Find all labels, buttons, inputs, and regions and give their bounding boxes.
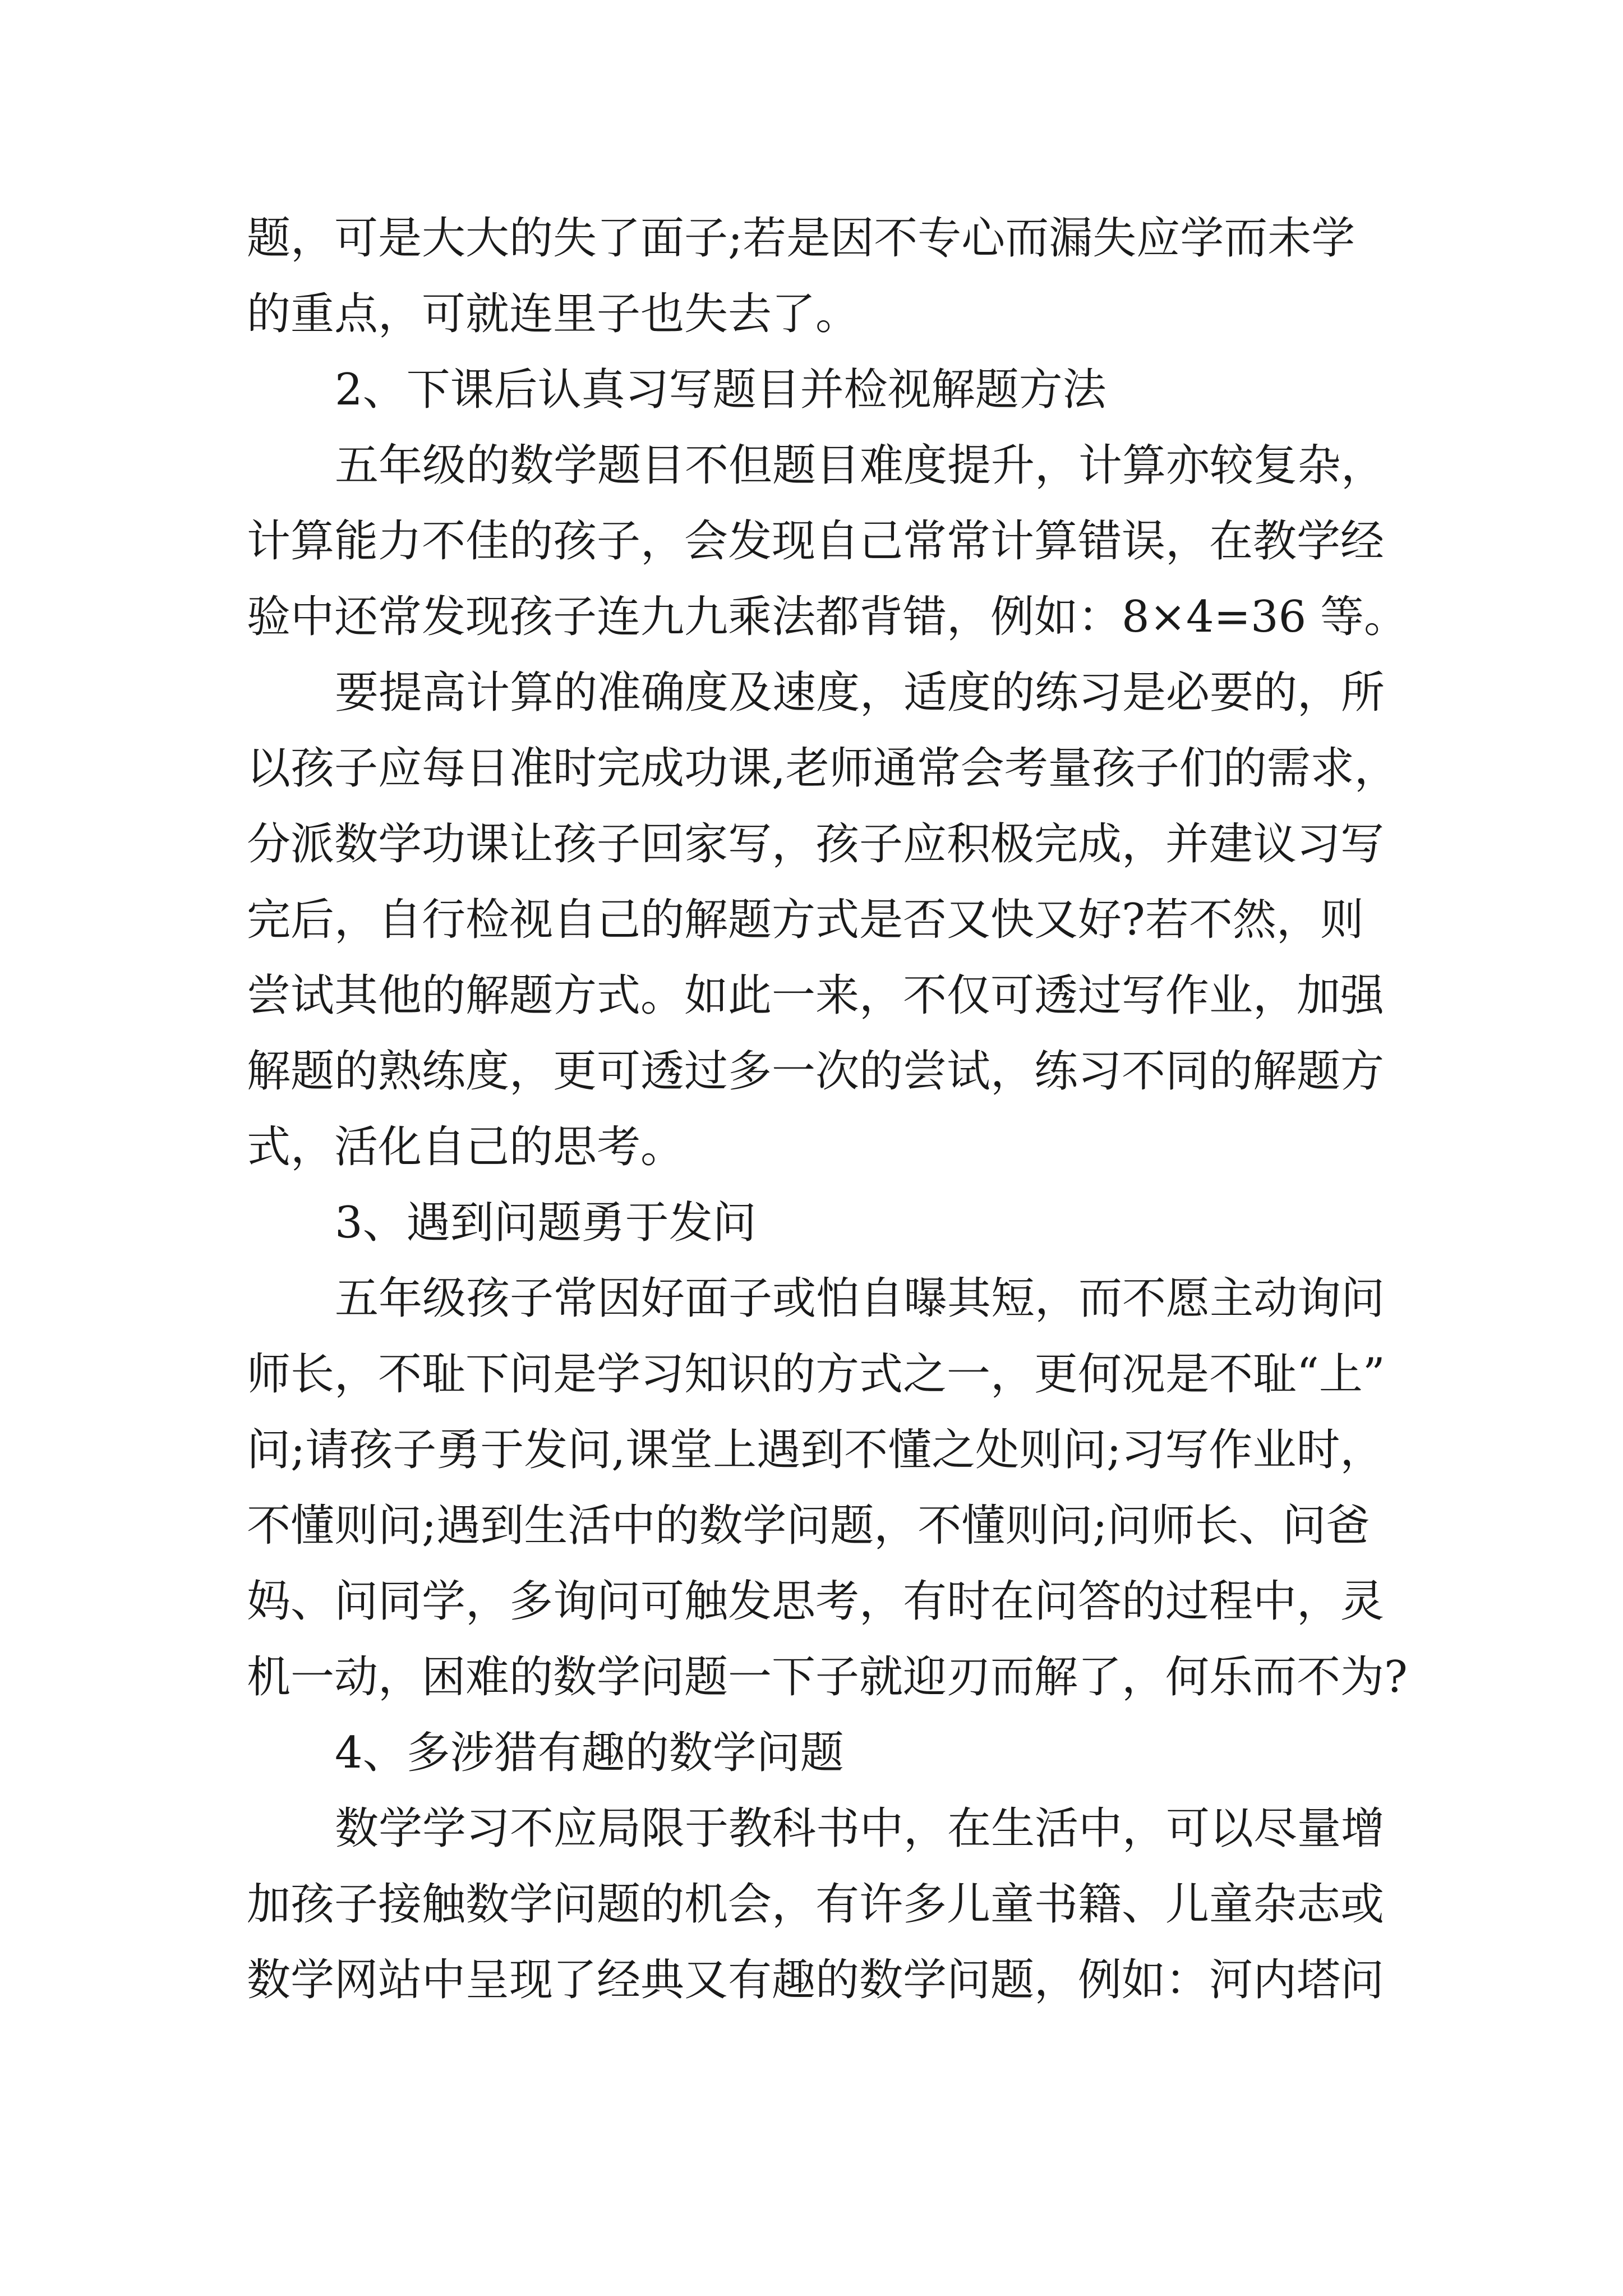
text-line: 题，可是大大的失了面子;若是因不专心而漏失应学而未学 [247, 213, 1355, 264]
text-line: 计算能力不佳的孩子，会发现自己常常计算错误，在教学经 [247, 516, 1385, 567]
text-line: 五年级的数学题目不但题目难度提升，计算亦较复杂， [335, 440, 1385, 491]
text-line: 加孩子接触数学问题的机会，有许多儿童书籍、儿童杂志或 [247, 1879, 1385, 1930]
text-line: 数学学习不应局限于教科书中，在生活中，可以尽量增 [335, 1803, 1385, 1854]
text-line: 尝试其他的解题方式。如此一来，不仅可透过写作业，加强 [247, 970, 1385, 1021]
text-line: 要提高计算的准确度及速度，适度的练习是必要的，所 [335, 668, 1385, 718]
section-heading: 2、下课后认真习写题目并检视解题方法 [335, 365, 1106, 415]
text-line: 问;请孩子勇于发问,课堂上遇到不懂之处则问;习写作业时， [247, 1425, 1384, 1475]
text-line: 师长，不耻下问是学习知识的方式之一，更何况是不耻“上” [247, 1349, 1385, 1400]
section-heading: 4、多涉猎有趣的数学问题 [335, 1728, 844, 1778]
text-line: 妈、问同学，多询问可触发思考，有时在问答的过程中，灵 [247, 1576, 1385, 1627]
text-line: 完后，自行检视自己的解题方式是否又快又好?若不然，则 [247, 895, 1364, 945]
text-line: 数学网站中呈现了经典又有趣的数学问题，例如：河内塔问 [247, 1955, 1385, 2005]
text-line: 机一动，困难的数学问题一下子就迎刃而解了，何乐而不为? [247, 1652, 1408, 1703]
text-line: 式，活化自己的思考。 [247, 1122, 685, 1172]
text-line: 验中还常发现孩子连九九乘法都背错，例如：8×4=36 等。 [247, 592, 1408, 642]
text-line: 以孩子应每日准时完成功课,老师通常会考量孩子们的需求， [247, 743, 1398, 794]
text-line: 五年级孩子常因好面子或怕自曝其短，而不愿主动询问 [335, 1273, 1385, 1324]
text-line: 不懂则问;遇到生活中的数学问题，不懂则问;问师长、问爸 [247, 1501, 1370, 1551]
text-line: 解题的熟练度，更可透过多一次的尝试，练习不同的解题方 [247, 1046, 1385, 1097]
section-heading: 3、遇到问题勇于发问 [335, 1198, 757, 1248]
text-line: 的重点，可就连里子也失去了。 [247, 289, 860, 339]
text-line: 分派数学功课让孩子回家写，孩子应积极完成，并建议习写 [247, 819, 1385, 869]
